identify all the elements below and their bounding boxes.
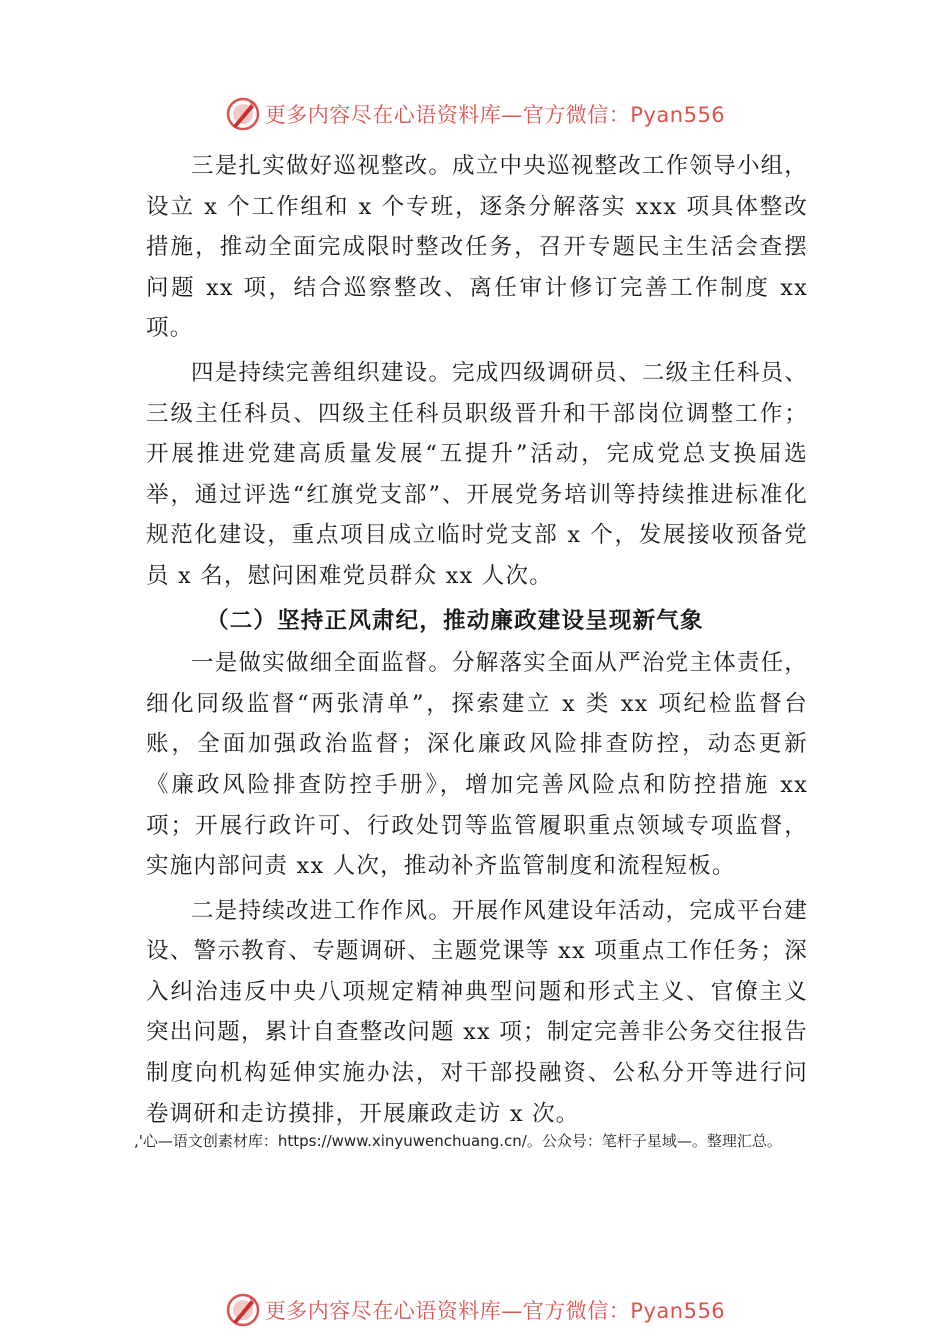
quill-seal-icon — [225, 1292, 261, 1328]
banner-text: 更多内容尽在心语资料库—官方微信：Pyan556 — [264, 1299, 726, 1323]
footnote: ,'心—语文创素材库：https://www.xinyuwenchuang.cn/。公众号：笔杆子星域—。整理汇总。 — [134, 1132, 782, 1150]
paragraph: 三是扎实做好巡视整改。成立中央巡视整改工作领导小组，设立 x 个工作组和 x 个专班，逐条分解落实 xxx 项具体整改措施，推动全面完成限时整改任务，召开专题民主生活会查摆问题 xx 项，结合巡察整改、离任审计修订完善工作制度 xx 项。 — [146, 153, 808, 342]
banner-text: 更多内容尽在心语资料库—官方微信：Pyan556 — [264, 103, 726, 127]
footer-banner — [0, 1290, 950, 1330]
paragraph: 一是做实做细全面监督。分解落实全面从严治党主体责任，细化同级监督“两张清单”，探索建立 x 类 xx 项纪检监督台账，全面加强政治监督；深化廉政风险排查防控，动态更新《廉政风险排查防控手册》，增加完善风险点和防控措施 xx 项；开展行政许可、行政处罚等监管履职重点领域专项监督，实施内部问责 xx 人次，推动补齐监管制度和流程短板。 — [146, 650, 808, 880]
header-banner — [0, 94, 950, 134]
quill-seal-icon — [225, 96, 261, 132]
document-body — [146, 146, 808, 1138]
paragraph: 二是持续改进工作作风。开展作风建设年活动，完成平台建设、警示教育、专题调研、主题党课等 xx 项重点工作任务；深入纠治违反中央八项规定精神典型问题和形式主义、官僚主义突出问题，累计自查整改问题 xx 项；制定完善非公务交往报告制度向机构延伸实施办法，对干部投融资、公私分开等进行问卷调研和走访摸排，开展廉政走访 x 次。 — [146, 897, 808, 1127]
section-heading: （二）坚持正风肃纪，推动廉政建设呈现新气象 — [206, 607, 704, 634]
paragraph: 四是持续完善组织建设。完成四级调研员、二级主任科员、三级主任科员、四级主任科员职级晋升和干部岗位调整工作；开展推进党建高质量发展“五提升”活动，完成党总支换届选举，通过评选“红旗党支部”、开展党务培训等持续推进标准化规范化建设，重点项目成立临时党支部 x 个，发展接收预备党员 x 名，慰问困难党员群众 xx 人次。 — [146, 359, 808, 589]
